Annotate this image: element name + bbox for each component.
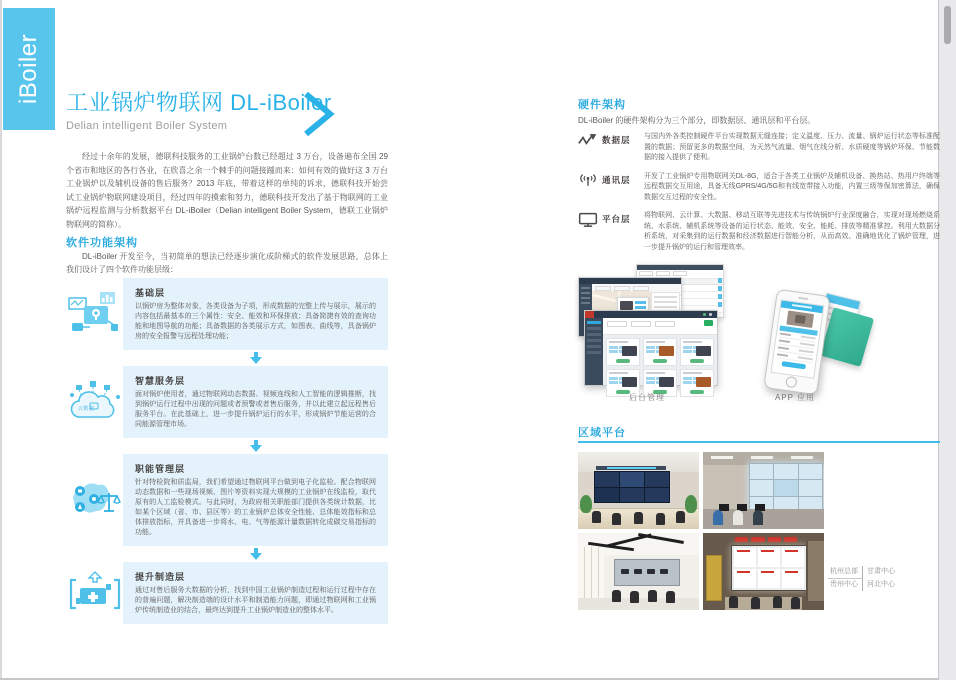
layer-row-regulation xyxy=(66,454,388,546)
region-photo-control-room xyxy=(703,533,824,610)
location-cell: 杭州总部 xyxy=(828,566,863,579)
region-photo-meeting xyxy=(578,533,699,610)
app-screenshot xyxy=(766,292,870,396)
boiler-card-grid xyxy=(603,335,717,400)
hardware-layer-body: 将物联网、云计算、大数据、移动互联等先进技术与传统锅炉行业深度融合，实现对现场燃烧系统、水系统、辅机系统等设备的运行状态、能效、安全、能耗、排放等精准掌控。利用大数据分析系统，对采集到的运行数据和经济数据进行智能分析，从而高效、准确地优化了锅炉管理，进一步提升锅炉的运行和管理效率。 xyxy=(644,212,940,251)
hardware-layers xyxy=(578,132,940,261)
intro-paragraph: 经过十余年的发展，德联科技服务的工业锅炉台数已经超过 3 万台，设备遍布全国 29 个省市和地区的各行各业，在欣喜之余一个棘手的问题接踵而来：如何有效的做好这 3 万台工业锅炉以及辅机设备的售后服务？2013 年底，带着这样的单纯的诉求，德联科技开始尝试工业锅炉物联网建设项目，经过四年的摸索和努力，德联科技开发出了基于物联网的工业锅炉远程监测与分析数据平台 DL-iBoiler（Delian intelligent Boiler System，德联工业锅炉物联网的简称）。 xyxy=(66,152,388,229)
layer-row-service xyxy=(66,366,388,438)
pulse-icon xyxy=(578,132,602,164)
down-arrow-icon xyxy=(123,350,388,366)
layer-body: 面对锅炉使用者，通过物联网动态数据、视频连线和人工智能的逻辑推断，找到锅炉运行过程中出现的问题或者预警或者售后服务，并以此建立起远程售后服务平台。在此基础上，进一步提升锅炉运行的水平，形成锅炉节能运营的合同能源管理市场。 xyxy=(135,391,376,428)
monitor-icon xyxy=(578,211,602,253)
page-title: 工业锅炉物联网 DL-iBoiler xyxy=(66,90,332,115)
page-subtitle: Delian intelligent Boiler System xyxy=(66,120,228,132)
region-section-heading: 区域平台 xyxy=(578,427,626,439)
cloud-label: 云数据 xyxy=(78,406,95,412)
hardware-layer-title: 数据层 xyxy=(602,135,631,145)
location-cell: 甘肃中心 xyxy=(867,568,895,575)
page-left-edge xyxy=(0,0,2,680)
admin-caption: 后台管理 xyxy=(629,393,665,402)
layer-box-base xyxy=(123,278,388,350)
layer-title: 职能管理层 xyxy=(135,464,186,474)
hardware-row-platform xyxy=(578,211,940,253)
location-row xyxy=(828,566,895,579)
layer-title: 基础层 xyxy=(135,288,166,298)
location-cell: 河北中心 xyxy=(867,581,895,588)
home-button xyxy=(785,376,797,388)
phone-mockup xyxy=(763,289,830,396)
hardware-lead: DL-iBoiler 的硬件架构分为三个部分，即数据层、通讯层和平台层。 xyxy=(578,116,816,125)
boiler-monitor-icon xyxy=(66,291,123,337)
antenna-icon xyxy=(578,172,602,204)
hardware-layer-title: 通讯层 xyxy=(602,174,631,185)
region-photo-grid xyxy=(578,452,824,610)
hardware-layer-title: 平台层 xyxy=(602,214,631,224)
location-list xyxy=(828,566,895,591)
admin-window-dashboard xyxy=(584,310,718,386)
layer-box-service xyxy=(123,366,388,438)
chevron-right-icon xyxy=(300,90,338,138)
hardware-row-data xyxy=(578,132,940,164)
supervision-map-icon xyxy=(66,477,123,523)
hardware-section-heading: 硬件架构 xyxy=(578,99,626,111)
manufacture-upgrade-icon xyxy=(66,570,123,616)
scrollbar-track xyxy=(938,0,956,680)
region-photo-office xyxy=(703,452,824,529)
down-arrow-icon xyxy=(123,438,388,454)
scrollbar-thumb[interactable] xyxy=(944,6,951,44)
hardware-layer-body: 开发了工业锅炉专用物联网关DL-8G，适合于各类工业锅炉及辅机设备、换热站、热用户终端等远程数据交互用途，具备无线GPRS/4G/5G和有线宽带接入功能，内置三级等保加密算法，确保数据交互过程的安全性。 xyxy=(644,172,940,201)
layer-title: 智慧服务层 xyxy=(135,376,186,386)
layer-body: 以锅炉房为整体对象，各类设备为子项，形成数据的完整上传与展示，展示的内容包括最基本的三个属性：安全、能效和环保排放；具备简捷有效的查询功能和地图导航的功能；具备数据的各类展示方式，如图表、曲线等，具备锅炉房的安全报警与远程处理功能； xyxy=(135,303,376,340)
admin-screenshot xyxy=(578,264,722,386)
layer-row-base xyxy=(66,278,388,350)
brand-sidebar xyxy=(3,8,55,130)
region-rule xyxy=(578,441,940,443)
brand-vertical-text: iBoiler xyxy=(15,33,43,105)
layer-row-manufacturing xyxy=(66,562,388,624)
software-lead: DL-iBoiler 开发至今，当初简单的想法已经逐步演化成阶梯式的软件发展思路，总体上我们设计了四个软件功能层级： xyxy=(66,252,388,274)
location-cell: 贵州中心 xyxy=(828,579,863,591)
hardware-row-comm xyxy=(578,172,940,204)
software-section-heading: 软件功能架构 xyxy=(66,237,138,249)
hardware-layer-body: 与国内外各类控制硬件平台实现数据无缝连接；定义温度、压力、流量、锅炉运行状态等标准配置的数据；预留更多的数据空间，为天然气流量、烟气在线分析、水质硬度等锅炉环保、节能数据的接入提供了便利。 xyxy=(644,133,940,161)
layer-body: 针对特检院和质监局，我们希望通过物联网平台做到电子化监检。配合物联网动态数据和一些现场视频、图片等资料实现大规模的工业锅炉在线监检，取代原有的人工监检模式。与此同时，为政府相关职能部门提供各类统计数据，比如某个区域（省、市、县区等）的工业锅炉总体安全性能、总体能效指标和总体排放指标，并具备进一步将水、电、气等能源计量数据转化成碳交易指标的功能。 xyxy=(135,479,376,536)
phone-screen xyxy=(770,299,824,378)
app-caption: APP 应用 xyxy=(774,393,816,402)
layer-box-manufacturing xyxy=(123,562,388,624)
layer-title: 提升制造层 xyxy=(135,572,186,582)
location-row xyxy=(828,579,895,591)
layer-body: 通过对售后服务大数据的分析，找到中国工业锅炉制造过程和运行过程中存在的普遍问题，解决制造端的设计水平和制造能力问题，即通过物联网和工业锅炉传统制造业的结合，最终达到提升工业锅炉制造业的整体水平。 xyxy=(135,587,376,614)
down-arrow-icon xyxy=(123,546,388,562)
software-layers xyxy=(66,278,388,624)
region-photo-conference xyxy=(578,452,699,529)
cloud-data-icon xyxy=(66,379,123,425)
layer-box-regulation xyxy=(123,454,388,546)
